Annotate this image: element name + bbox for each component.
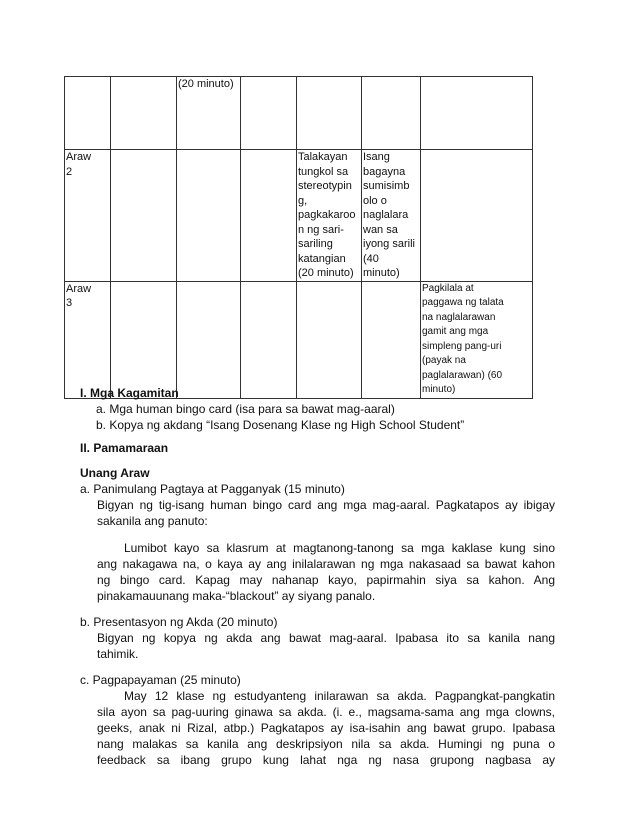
table-cell (177, 281, 241, 398)
heading-procedure: II. Pamamaraan (80, 441, 169, 455)
table-cell (241, 281, 297, 398)
list-item: b. Kopya ng akdang “Isang Dosenang Klase ng High School Student” (96, 418, 465, 432)
table-cell-activity: Talakayan tungkol sa stereotypin g, pagkakaroo n ng sari- sariling katangian (20 minuto) (297, 150, 362, 282)
table-cell (65, 77, 111, 150)
heading-materials: I. Mga Kagamitan (80, 386, 179, 400)
table-cell (362, 281, 421, 398)
paragraph-line: Bigyan ng tig-isang human bingo card ang mga mag-aaral. Pagkatapos ay ibigay (97, 498, 555, 512)
paragraph-line: sakanila ang panuto: (97, 514, 208, 528)
section-title: c. Pagpapayaman (25 minuto) (80, 673, 241, 687)
table-cell (241, 150, 297, 282)
table-cell (421, 77, 533, 150)
list-item: a. Mga human bingo card (isa para sa bawat mag-aaral) (96, 402, 395, 416)
paragraph-line: pinakamauunang maka-“blackout” ay siyang panalo. (97, 589, 376, 603)
paragraph-line: Bigyan ng kopya ng akda ang bawat mag-aaral. Ipabasa ito sa kanila nang (97, 631, 555, 645)
paragraph-line: tahimik. (97, 647, 139, 661)
table-cell (362, 77, 421, 150)
table-cell-activity: Isang bagayna sumisimb olo o naglalara wan sa iyong sarili (40 minuto) (362, 150, 421, 282)
paragraph-line: ng bingo card. Kapag may nahanap kayo, papirmahin siya sa kahon. Ang (97, 573, 555, 587)
section-title: a. Panimulang Pagtaya at Pagganyak (15 minuto) (80, 482, 345, 496)
paragraph-line: ang nakagawa na, o kaya ay ang inilalarawan ng mga nakasaad sa bawat kahon (97, 557, 555, 571)
table-cell (241, 77, 297, 150)
section-title: b. Presentasyon ng Akda (20 minuto) (80, 615, 278, 629)
table-row (65, 150, 533, 282)
table-cell-activity: Pagkilala at paggawa ng talata na naglalarawan gamit ang mga simpleng pang-uri (payak na paglalarawan) (60 minuto) (421, 281, 533, 398)
paragraph-line: feedback sa ibang grupo kung lahat nga ng nasa grupong nagbasa ay (97, 753, 555, 767)
paragraph-line: May 12 klase ng estudyanteng inilarawan sa akda. Pagpangkat-pangkatin (124, 689, 555, 703)
paragraph-line: nang malakas sa kanila ang deskripsiyon nila sa akda. Humingi ng puna o (97, 737, 555, 751)
table-cell (177, 150, 241, 282)
table-cell (111, 77, 177, 150)
table-cell (421, 150, 533, 282)
table-cell (297, 77, 362, 150)
table-row (65, 281, 533, 398)
day-heading: Unang Araw (80, 466, 150, 480)
table-cell-day: Araw 3 (65, 281, 111, 398)
paragraph-line: geeks, anak ni Rizal, atbp.) Pagkatapos ay isa-isahin ang bawat grupo. Ipabasa (97, 721, 555, 735)
table-row (65, 77, 533, 150)
paragraph-line: Lumibot kayo sa klasrum at magtanong-tanong sa mga kaklase kung sino (124, 541, 555, 555)
table-cell (111, 281, 177, 398)
table-cell: (20 minuto) (177, 77, 241, 150)
table-cell (111, 150, 177, 282)
table-cell (297, 281, 362, 398)
schedule-table (64, 76, 533, 399)
paragraph-line: sila ayon sa pag-uuring ginawa sa akda. (i. e., magsama-sama ang mga clowns, (97, 705, 555, 719)
table-cell-day: Araw 2 (65, 150, 111, 282)
